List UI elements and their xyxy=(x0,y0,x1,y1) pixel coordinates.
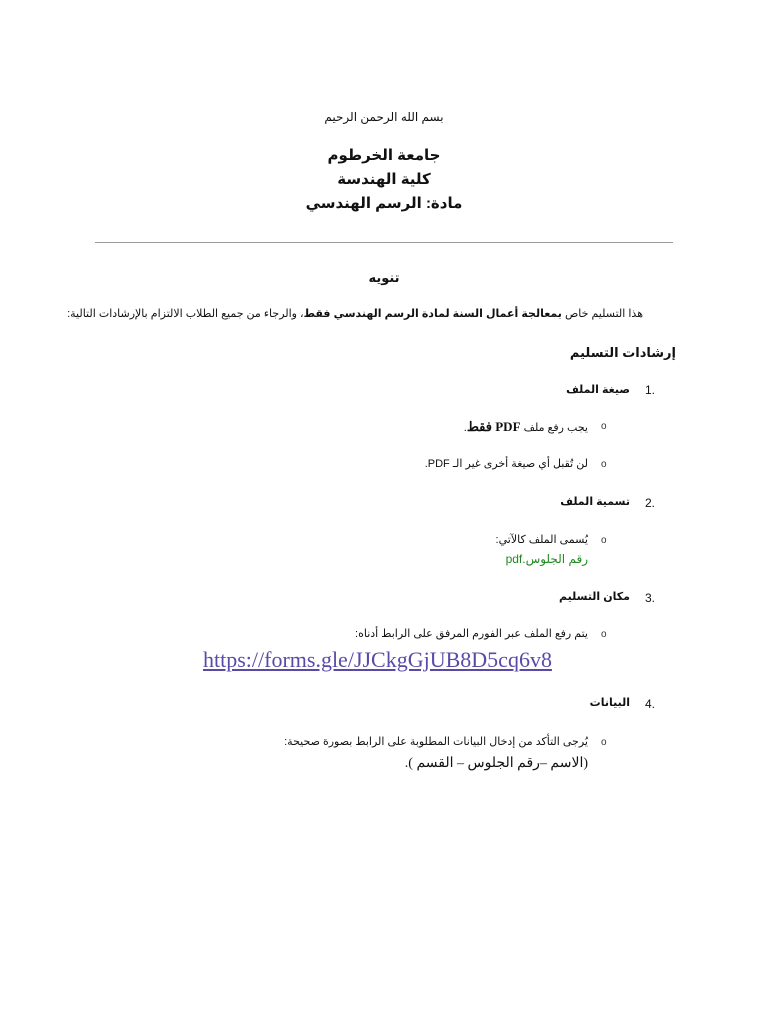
item-prefix: يجب رفع ملف xyxy=(520,422,588,434)
list-item: يُرجى التأكد من إدخال البيانات المطلوبة على الرابط بصورة صحيحة: xyxy=(284,736,588,748)
section-title: تسمية الملف xyxy=(560,496,630,508)
bullet-icon: o xyxy=(601,737,607,748)
section-title: صيغة الملف xyxy=(566,384,630,396)
notice-intro xyxy=(67,307,643,320)
horizontal-divider xyxy=(95,242,673,243)
section-number: 2. xyxy=(645,496,656,510)
bullet-icon: o xyxy=(601,535,607,546)
data-format: (الاسم –رقم الجلوس – القسم ). xyxy=(404,756,588,771)
list-item xyxy=(464,419,588,435)
notice-title: تنويه xyxy=(368,270,400,285)
list-item: لن تُقبل أي صيغة أخرى غير الـ PDF. xyxy=(424,458,588,470)
bullet-icon: o xyxy=(601,629,607,640)
university-name: جامعة الخرطوم xyxy=(327,147,441,164)
subject-title: مادة: الرسم الهندسي xyxy=(305,195,463,212)
bullet-icon: o xyxy=(601,421,607,432)
list-item: يُسمى الملف كالآتي: xyxy=(495,534,588,546)
submission-form-link[interactable]: https://forms.gle/JJCkgGjUB8D5cq6v8 xyxy=(203,647,552,672)
bullet-icon: o xyxy=(601,459,607,470)
intro-bold: بمعالجة أعمال السنة لمادة الرسم الهندسي فقط xyxy=(303,308,562,320)
faculty-name: كلية الهندسة xyxy=(337,171,431,188)
section-number: 4. xyxy=(645,697,656,711)
intro-suffix: ، والرجاء من جميع الطلاب الالتزام بالإرشادات التالية: xyxy=(67,308,304,320)
section-number: 1. xyxy=(645,383,656,397)
instructions-title: إرشادات التسليم xyxy=(569,345,676,360)
section-number: 3. xyxy=(645,591,656,605)
intro-prefix: هذا التسليم خاص xyxy=(561,308,643,320)
item-suffix: . xyxy=(463,422,467,434)
basmala: بسم الله الرحمن الرحيم xyxy=(324,110,444,124)
section-title: مكان التسليم xyxy=(559,591,630,603)
list-item: يتم رفع الملف عبر الفورم المرفق على الرابط أدناه: xyxy=(355,628,588,640)
item-bold: PDF فقط xyxy=(466,419,521,434)
filename-example: رقم الجلوس.pdf xyxy=(505,552,588,566)
section-title: البيانات xyxy=(589,697,630,709)
